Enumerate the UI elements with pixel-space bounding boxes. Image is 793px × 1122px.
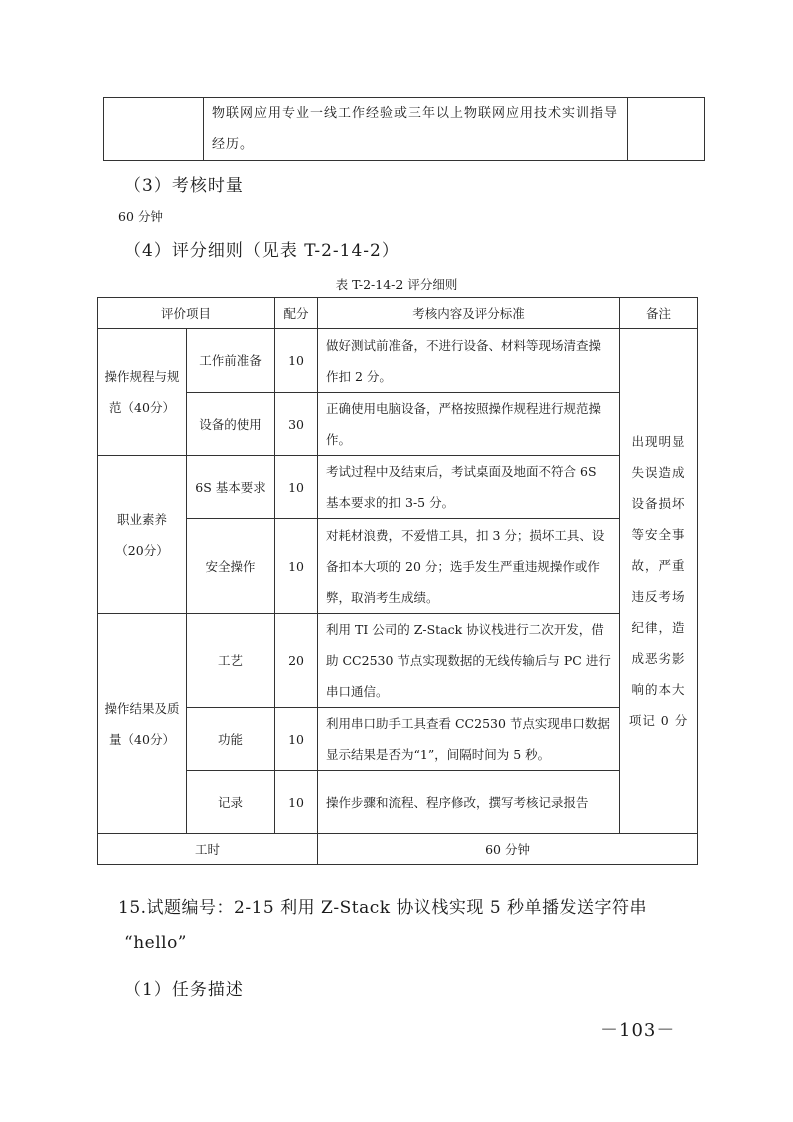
criteria-cell: 做好测试前准备，不进行设备、材料等现场清查操作扣 2 分。 [318,329,620,393]
subitem-cell: 工艺 [187,614,275,708]
table-row [98,708,698,771]
table-cell-empty [628,98,705,161]
criteria-cell: 利用 TI 公司的 Z-Stack 协议栈进行二次开发，借助 CC2530 节点实现数据的无线传输后与 PC 进行串口通信。 [318,614,620,708]
subitem-cell: 功能 [187,708,275,771]
score-cell: 20 [275,614,318,708]
criteria-cell: 对耗材浪费，不爱惜工具，扣 3 分；损坏工具、设备扣本大项的 20 分；选手发生严重违规操作或作弊，取消考生成绩。 [318,519,620,614]
subitem-cell: 工作前准备 [187,329,275,393]
group-cell: 操作规程与规范（40分） [98,329,187,456]
table-caption: 表 T-2-14-2 评分细则 [335,277,458,292]
group-cell: 职业素养（20分） [98,456,187,614]
subitem-cell: 设备的使用 [187,393,275,456]
score-cell: 10 [275,456,318,519]
table-row [98,771,698,834]
scoring-table [97,297,698,865]
score-cell: 30 [275,393,318,456]
header-note: 备注 [620,298,698,329]
subitem-cell: 安全操作 [187,519,275,614]
time-value: 60 分钟 [118,209,163,224]
table-row [104,98,705,161]
section-heading-scoring: （4）评分细则（见表 T-2-14-2） [124,241,400,261]
score-cell: 10 [275,519,318,614]
question-15-title: 15.试题编号：2-15 利用 Z-Stack 协议栈实现 5 秒单播发送字符串 [118,898,648,918]
criteria-cell: 正确使用电脑设备，严格按照操作规程进行规范操作。 [318,393,620,456]
score-cell: 10 [275,329,318,393]
table-header-row [98,298,698,329]
table-cell-empty [104,98,204,161]
header-content: 考核内容及评分标准 [318,298,620,329]
criteria-cell: 利用串口助手工具查看 CC2530 节点实现串口数据显示结果是否为“1”，间隔时间为 5 秒。 [318,708,620,771]
score-cell: 10 [275,771,318,834]
criteria-cell: 操作步骤和流程、程序修改，撰写考核记录报告 [318,771,620,834]
page-number: －103－ [600,1020,676,1041]
header-score: 配分 [275,298,318,329]
header-item: 评价项目 [98,298,275,329]
section-heading-time: （3）考核时量 [124,176,244,196]
table-cell [204,98,628,161]
subitem-cell: 记录 [187,771,275,834]
group-cell: 操作结果及质量（40分） [98,614,187,834]
table-footer-row [98,834,698,865]
table-row [98,393,698,456]
table-row [98,329,698,393]
table-row [98,614,698,708]
score-cell: 10 [275,708,318,771]
requirement-table [103,97,705,161]
question-15-title-continued: “hello” [124,933,187,953]
table-row [98,519,698,614]
requirement-text: 物联网应用专业一线工作经验或三年以上物联网应用技术实训指导经历。 [212,106,619,152]
footer-label: 工时 [98,834,318,865]
subitem-cell: 6S 基本要求 [187,456,275,519]
table-row [98,456,698,519]
criteria-cell: 考试过程中及结束后，考试桌面及地面不符合 6S 基本要求的扣 3-5 分。 [318,456,620,519]
footer-value: 60 分钟 [318,834,698,865]
note-cell: 出现明显失误造成设备损坏等安全事故，严重违反考场纪律，造成恶劣影响的本大项记 0 分 [620,329,698,834]
section-heading-task: （1）任务描述 [124,980,244,1000]
